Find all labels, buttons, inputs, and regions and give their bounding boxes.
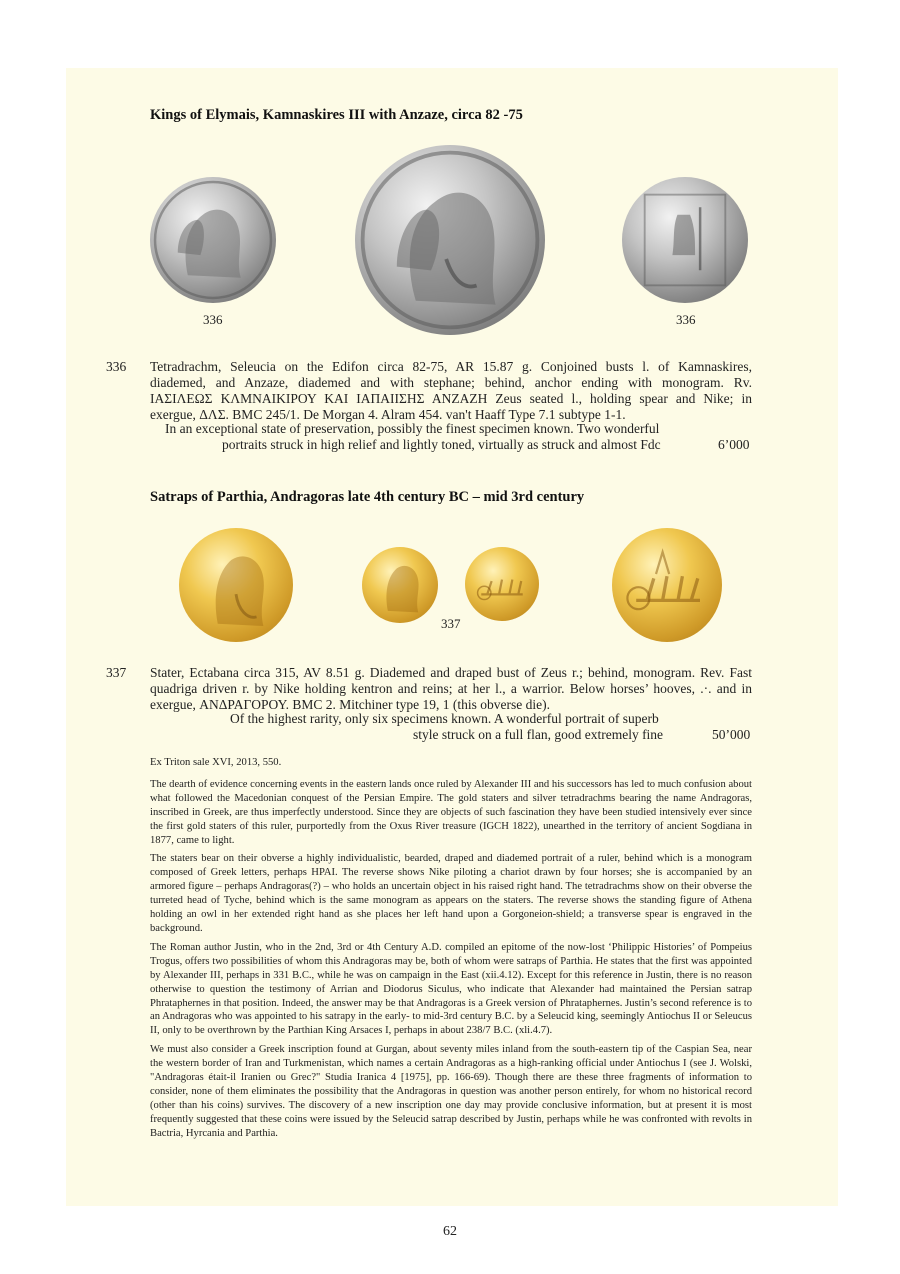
- lot-337-line: exergue, ΑΝΔΡΑΓΟΡΟΥ. BMC 2. Mitchiner type 19, 1 (this obverse die).: [150, 697, 550, 712]
- coin-336-reverse: [622, 177, 748, 303]
- coin-337-obverse-small: [362, 547, 438, 623]
- lot-337-price: 50’000: [712, 727, 751, 742]
- conjoined-busts-enlarged-icon: [355, 145, 545, 335]
- lot-336-line: diademed, and Anzaze, diademed and with stephane; behind, anchor ending with monogram. Rv.: [150, 375, 752, 390]
- provenance-note: Ex Triton sale XVI, 2013, 550.: [150, 757, 282, 768]
- lot-336-line: Tetradrachm, Seleucia on the Edifon circa 82-75, AR 15.87 g. Conjoined busts l. of Kamnaskires,: [150, 359, 752, 374]
- note-paragraph-2: The staters bear on their obverse a highly individualistic, bearded, draped and diademed portrait of a ruler, behind which is a monogram composed of Greek letters, perhaps HPAI. The reverse shows Nike piloting a chariot drawn by four horses; she is accompanied by an armored figure – perhaps Andragoras(?) – who holds an uncertain object in his raised right hand. The tetradrachms show on their obverse the turreted head of Tyche, behind which is the same monogram as appears on the staters. The reverse shows the standing figure of Athena holding an owl in her extended right hand as she places her left hand upon a Gorgoneion-shield; a transverse spear is engraved in the background.: [150, 853, 752, 934]
- lot-336-line: exergue, ΔΛΣ. BMC 245/1. De Morgan 4. Alram 454. van't Haaff Type 7.1 subtype 1-1.: [150, 407, 626, 422]
- lot-337-line: quadriga driven r. by Nike holding kentron and reins; at her l., a warrior. Below horses’ hooves, .·. and in: [150, 681, 752, 696]
- lot-337-line: Stater, Ectabana circa 315, AV 8.51 g. Diademed and draped bust of Zeus r.; behind, monogram. Rev. Fast: [150, 665, 752, 680]
- coin-336-obverse-large: [355, 145, 545, 335]
- quadriga-small-icon: [465, 547, 539, 621]
- zeus-bust-icon: [179, 528, 293, 642]
- coin-caption-right: 336: [676, 312, 696, 327]
- coin-caption-337: 337: [441, 616, 461, 631]
- coin-337-reverse-small: [465, 547, 539, 621]
- lot-337-remark-2: style struck on a full flan, good extremely fine: [413, 727, 664, 742]
- seated-zeus-icon: [622, 177, 748, 303]
- lot-number-337: 337: [106, 665, 127, 680]
- lot-description-336: [150, 359, 752, 423]
- note-paragraph-1: The dearth of evidence concerning events in the eastern lands once ruled by Alexander III and his successors has led to much confusion about what followed the Macedonian conquest of the Persian Empire. The gold staters and silver tetradrachms bearing the name Andragoras, inscribed in Greek, are thus imperfectly understood. Since they are objects of such fascination they have been studied intensively ever since the first gold staters of this ruler, purportedly from the Oxus River treasure (IGCH 1822), unearthed in the territory of ancient Sogdiana in 1877, came to light.: [150, 778, 752, 846]
- section-header-elymais: Kings of Elymais, Kamnaskires III with Anzaze, circa 82 -75: [150, 107, 523, 123]
- quadriga-icon: [612, 528, 722, 642]
- lot-336-remark-2: portraits struck in high relief and lightly toned, virtually as struck and almost Fdc: [222, 437, 661, 452]
- lot-description-337: [150, 665, 752, 713]
- coin-caption-left: 336: [203, 312, 223, 327]
- lot-336-price: 6’000: [718, 437, 750, 452]
- coin-337-reverse-large: [612, 528, 722, 642]
- lot-number-336: 336: [106, 359, 127, 374]
- note-paragraph-4: We must also consider a Greek inscription found at Gurgan, about seventy miles inland from the south-eastern tip of the Caspian Sea, near the western border of Iran and Turkmenistan, which names a certain Andragoras as a high-ranking official under Antiochus I (see J. Wolski, "Andragoras était-il Iranien ou Grec?" Studia Iranica 4 [1975], pp. 166-69). Though there are these three fragments of information to consider, none of them eliminates the possibility that the Andragoras in question was another person entirely, for whom no historical record (other than his coins) survives. The discovery of a new inscription one day may provide conclusive information, but at present it is most frequently suggested that these coins were issued by the Seleucid satrap described by Justin, perhaps while he was confronted with revolts in Bactria, Hyrcania and Parthia.: [150, 1044, 752, 1139]
- coin-337-obverse-large: [179, 528, 293, 642]
- zeus-bust-small-icon: [362, 547, 438, 623]
- note-paragraph-3: The Roman author Justin, who in the 2nd, 3rd or 4th Century A.D. compiled an epitome of the now-lost ‘Philippic Histories’ of Pompeius Trogus, offers two possibilities of whom this Andragoras may be, both of whom were satraps of Parthia. He states that the first was appointed by Alexander III, perhaps in 331 B.C., while he was on campaign in the East (xii.4.12). Except for this reference in Justin, there is no reason otherwise to question the testimony of Arrian and Diodorus Siculus, who indicate that Alexander had maintained the Persian satrap Phrataphernes in that position. Indeed, the answer may be that Andragoras is a Greek version of Phrataphernes. Justin’s second reference is to an Andragoras who was appointed to his satrapy in the early- to mid-3rd century B.C. by a Seleucid king, seemingly Antiochus II or Seleucus II, only to be overthrown by the Parthian King Arsaces I, perhaps in about 238/7 B.C. (xli.4.7).: [150, 941, 752, 1037]
- lot-336-line: ΙΑΣΙΛΕΩΣ ΚΛΜΝΑΙΚΙΡΟΥ ΚΑΙ ΙΑΠΑΙΙΣΗΣ ΑΝΖΑΖΗ Zeus seated l., holding spear and Nike; in: [150, 391, 752, 406]
- page-number: 62: [443, 1224, 457, 1239]
- lot-337-notes: [150, 756, 752, 1146]
- lot-336-remark-1: In an exceptional state of preservation, possibly the finest specimen known. Two wonderful: [165, 421, 660, 436]
- lot-337-remark-1: Of the highest rarity, only six specimens known. A wonderful portrait of superb: [230, 711, 659, 726]
- section-header-parthia: Satraps of Parthia, Andragoras late 4th century BC – mid 3rd century: [150, 489, 585, 505]
- coin-336-obverse-small: [150, 177, 276, 303]
- conjoined-busts-icon: [150, 177, 276, 303]
